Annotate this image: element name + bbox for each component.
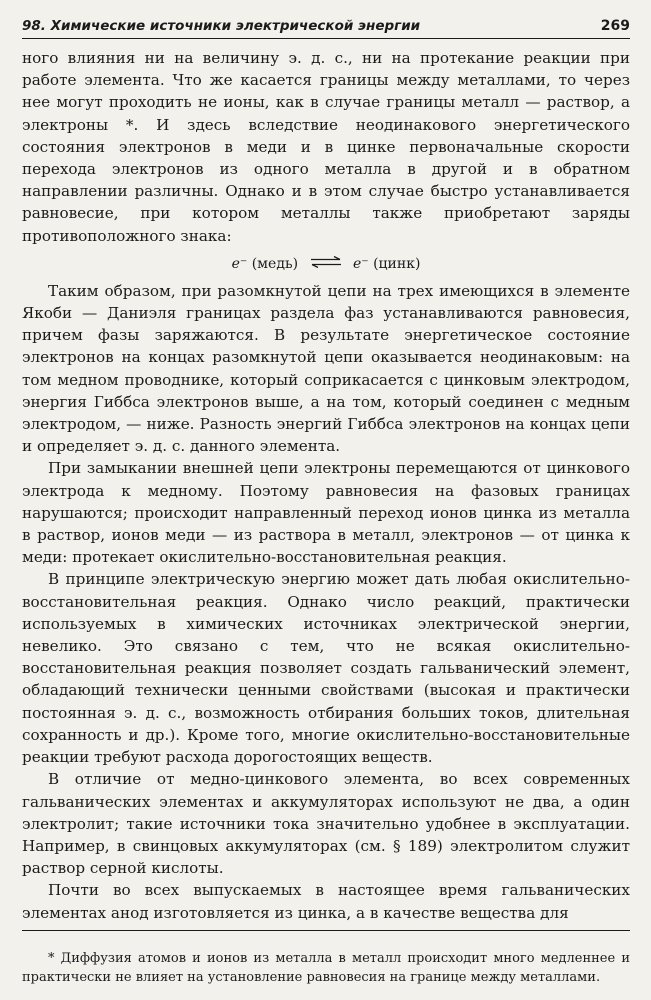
page-header bbox=[22, 18, 630, 39]
formula-left-species: e⁻ bbox=[231, 255, 248, 272]
book-page bbox=[22, 18, 630, 924]
equilibrium-formula bbox=[22, 250, 630, 278]
running-title: 98. Химические источники электрической энергии bbox=[22, 18, 421, 34]
paragraph-5: В отличие от медно-цинкового элемента, во всех современных гальванических элементах и аккумуляторах используют не два, а один электролит; такие источники тока значительно удобнее в эксплуатации. Например, в свинцовых аккумуляторах (см. § 189) электролитом служит раствор серной кислоты. bbox=[22, 770, 630, 878]
paragraph-3: При замыкании внешней цепи электроны перемещаются от цинкового электрода к медному. Поэтому равновесия на фазовых границах нарушаются; происходит направленный переход ионов цинка из металла в раствор, ионов меди — из раствора в металл, электронов — от цинка к меди: протекает окислительно-восстановительная реакция. bbox=[22, 459, 630, 567]
footnote: * Диффузия атомов и ионов из металла в металл происходит много медленнее и практически не влияет на установление равновесия на границе между металлами. bbox=[22, 951, 630, 985]
body-text bbox=[22, 47, 630, 924]
footnote-divider bbox=[22, 930, 630, 931]
paragraph-4: В принципе электрическую энергию может дать любая окислительно-восстановительная реакция. Однако число реакций, практически используемых в химических источниках электрической энергии, невелико. Это связано с тем, что не всякая окислительно-восстановительная реакция позволяет создать гальванический элемент, обладающий технически ценными свойствами (высокая и практически постоянная э. д. с., возможность отбирания больших токов, длительная сохранность и др.). Кроме того, многие окислительно-восстановительные реакции требуют расхода дорогостоящих веществ. bbox=[22, 570, 630, 767]
page-number: 269 bbox=[600, 18, 630, 34]
formula-left-phase: (медь) bbox=[251, 255, 299, 272]
paragraph-2: Таким образом, при разомкнутой цепи на трех имеющихся в элементе Якоби — Даниэля границах раздела фаз устанавливаются равновесия, причем фазы заряжаются. В результате энергетическое состояние электронов на концах разомкнутой цепи оказывается неодинаковым: на том медном проводнике, который соприкасается с цинковым электродом, энергия Гиббса электронов выше, а на том, который соединен с медным электродом, — ниже. Разность энергий Гиббса электронов на концах цепи и определяет э. д. с. данного элемента. bbox=[22, 281, 630, 456]
paragraph-1: ного влияния ни на величину э. д. с., ни на протекание реакции при работе элемента. Что же касается границы между металлами, то через нее могут проходить не ионы, как в случае границы металл — раствор, а электроны *. И здесь вследствие неодинакового энергетического состояния электронов в меди и в цинке первоначальные скорости перехода электронов из одного металла в другой и в обратном направлении различны. Однако и в этом случае быстро устанавливается равновесие, при котором металлы также приобретают заряды противоположного знака: bbox=[22, 49, 630, 245]
equilibrium-arrows-icon bbox=[309, 250, 343, 278]
formula-right-species: e⁻ bbox=[352, 255, 369, 272]
paragraph-6: Почти во всех выпускаемых в настоящее время гальванических элементах анод изготовляется из цинка, а в качестве вещества для bbox=[22, 881, 630, 922]
formula-right-phase: (цинк) bbox=[373, 255, 421, 272]
